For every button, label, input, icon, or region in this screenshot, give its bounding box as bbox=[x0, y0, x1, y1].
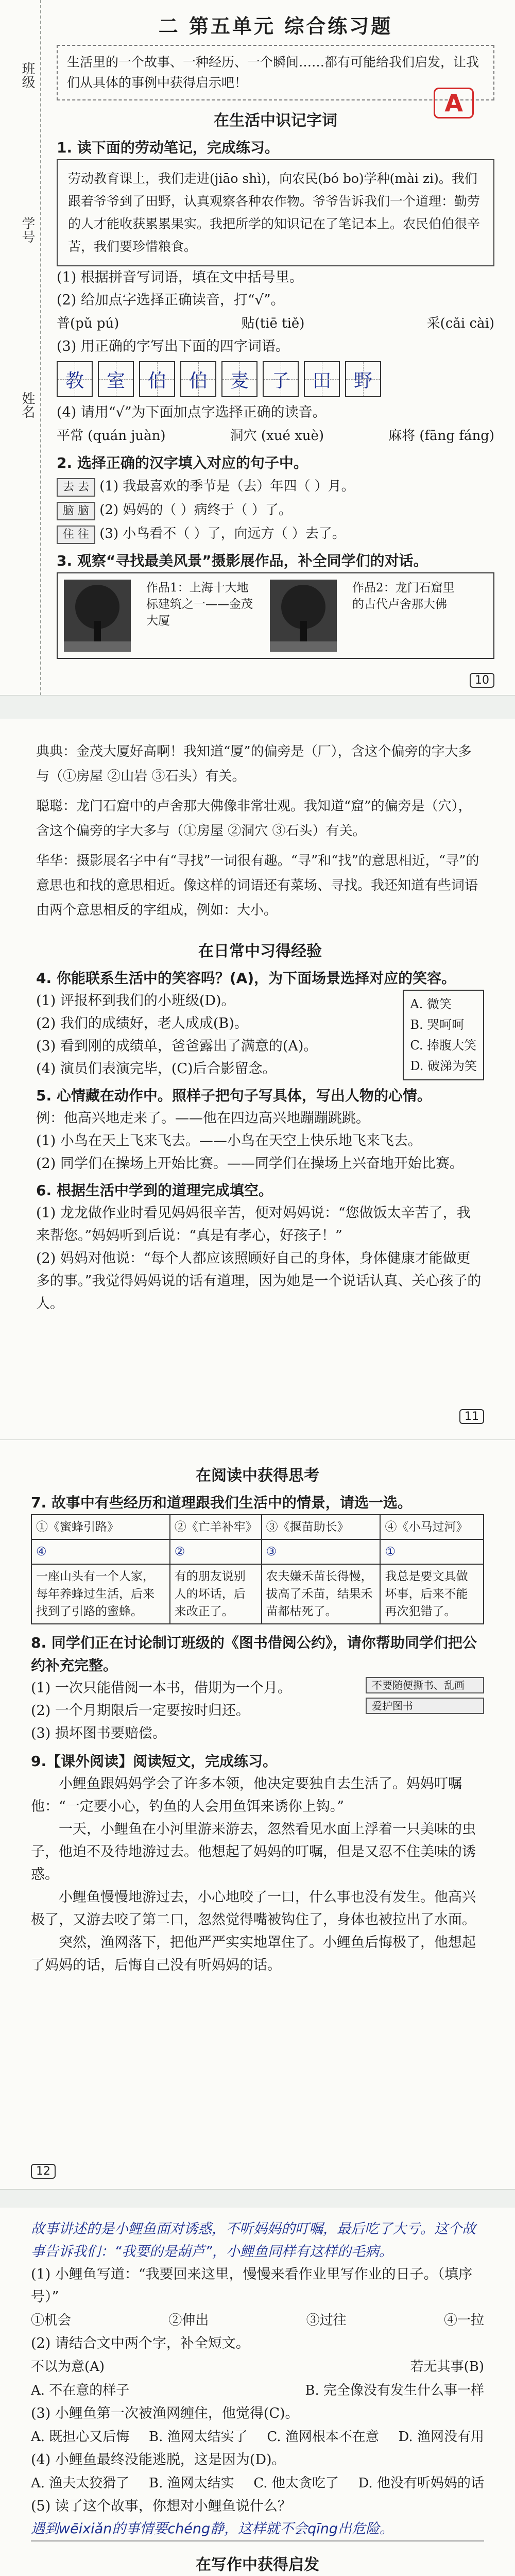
q4-item[interactable]: (4) 演员们表演完毕，(C)后合影留念。 bbox=[36, 1061, 277, 1077]
reading-word: 平常 bbox=[57, 428, 84, 444]
pinyin-choice-1[interactable]: 普(pǔ pú) bbox=[57, 316, 119, 331]
reading-word: 洞穴 bbox=[230, 428, 257, 444]
binding-field-name: 姓名 bbox=[20, 392, 35, 418]
q9-sub-5: (5) 读了这个故事，你想对小鲤鱼说什么？ bbox=[31, 2498, 291, 2514]
q9-3-option: D. 渔网没有用 bbox=[398, 2429, 484, 2445]
q9-option[interactable]: ①机会 bbox=[31, 2313, 72, 2328]
q9-sub-2: (2) 请结合文中两个字，补全短文。 bbox=[31, 2335, 250, 2351]
smile-option: B. 哭呵呵 bbox=[410, 1018, 465, 1032]
q9-3-option: A. 既担心又后悔 bbox=[31, 2429, 130, 2445]
page-number: 11 bbox=[459, 1409, 484, 1424]
speech-bubble: 爱护图书 bbox=[366, 1698, 484, 1714]
binding-field-number: 学号 bbox=[20, 216, 35, 243]
unit-title: 二 第五单元 综合练习题 bbox=[158, 15, 393, 38]
question-1-4: (4) 请用“√”为下面加点字选择正确的读音。 bbox=[57, 404, 327, 420]
smile-options-box bbox=[403, 990, 484, 1080]
photo-exhibition-poster bbox=[57, 572, 494, 659]
worksheet-page-4 bbox=[0, 2208, 515, 2576]
grid-cell[interactable]: 子 bbox=[263, 361, 299, 397]
q9-3-options-row bbox=[31, 2425, 484, 2449]
section-title-3: 在阅读中获得思考 bbox=[196, 1467, 319, 1485]
q9-4-option: A. 渔夫太狡猾了 bbox=[31, 2476, 130, 2491]
q9-4-option: C. 他太贪吃了 bbox=[253, 2476, 339, 2491]
q2-sentence[interactable]: (1) 我最喜欢的季节是（去）年四（ ）月。 bbox=[99, 479, 355, 494]
binding-field-class: 班级 bbox=[20, 62, 35, 89]
worksheet-page-1 bbox=[0, 0, 515, 696]
story-paragraph: 小鲤鱼跟妈妈学会了许多本领，他决定要独自去生活了。妈妈叮嘱他：“一定要小心，钓鱼的人会用鱼饵来诱你上钩。” bbox=[31, 1776, 462, 1815]
q9-option[interactable]: ③过往 bbox=[306, 2313, 347, 2328]
q2-row bbox=[57, 498, 494, 522]
q5-item[interactable]: (1) 小鸟在天上飞来飞去。——小鸟在天空上快乐地飞来飞去。 bbox=[36, 1133, 422, 1149]
question-4-title: 4. 你能联系生活中的笑容吗？(A)，为下面场景选择对应的笑容。 bbox=[36, 970, 456, 987]
q6-item[interactable]: (1) 龙龙做作业时看见妈妈很辛苦，便对妈妈说：“您做饭太辛苦了，我来帮您。”妈妈听到后说：“真是有孝心，好孩子！” bbox=[36, 1205, 471, 1244]
q5-example: 例：他高兴地走来了。——他在四边高兴地蹦蹦跳跳。 bbox=[36, 1110, 370, 1126]
story-header: ①《蜜蜂引路》 bbox=[31, 1515, 170, 1539]
story-header: ③《揠苗助长》 bbox=[262, 1515, 381, 1539]
question-1-2: (2) 给加点字选择正确读音，打“√”。 bbox=[57, 292, 285, 308]
question-5-title: 5. 心情藏在动作中。照样子把句子写具体，写出人物的心情。 bbox=[36, 1087, 432, 1104]
character-grid bbox=[57, 361, 386, 397]
q9-sub-1: (1) 小鲤鱼写道：“我要回来这里，慢慢来看作业里写作业的日子。（填序号）” bbox=[31, 2266, 473, 2305]
story-situation-cell: 农夫嫌禾苗长得慢，拔高了禾苗，结果禾苗都枯死了。 bbox=[262, 1564, 381, 1624]
grid-cell[interactable]: 教 bbox=[57, 361, 93, 397]
q9-3-option: C. 渔网根本不在意 bbox=[267, 2429, 379, 2445]
reading-word: 麻将 bbox=[388, 428, 416, 444]
grade-stamp: A bbox=[434, 88, 474, 118]
photo-buddha-image bbox=[270, 580, 337, 652]
reading-choice-row bbox=[57, 424, 494, 448]
question-1-title: 1. 读下面的劳动笔记，完成练习。 bbox=[57, 139, 279, 156]
page-4-content bbox=[31, 2218, 484, 2576]
question-6-title: 6. 根据生活中学到的道理完成填空。 bbox=[36, 1182, 273, 1199]
story-answer-cell[interactable]: ② bbox=[170, 1539, 262, 1564]
q9-2-item[interactable]: 不以为意(A) bbox=[31, 2359, 105, 2375]
story-header: ④《小马过河》 bbox=[380, 1515, 484, 1539]
story-header: ②《亡羊补牢》 bbox=[170, 1515, 262, 1539]
grid-cell[interactable]: 伯 bbox=[139, 361, 175, 397]
q4-item[interactable]: (2) 我们的成绩好，老人成成(B)。 bbox=[36, 1015, 248, 1031]
q4-item[interactable]: (3) 看到刚的成绩单，爸爸露出了满意的(A)。 bbox=[36, 1038, 318, 1054]
q9-handwritten-note[interactable]: 故事讲述的是小鲤鱼面对诱惑，不听妈妈的叮嘱，最后吃了大亏。这个故事告诉我们：“我要的是葫芦”，小鲤鱼同样有这样的毛病。 bbox=[31, 2221, 476, 2260]
char-pair-tag: 住 往 bbox=[57, 526, 95, 544]
worksheet-page-3 bbox=[0, 1440, 515, 2190]
q2-sentence[interactable]: (2) 妈妈的（ ）病终于（ ）了。 bbox=[99, 502, 292, 518]
reading-pinyin[interactable]: (fāng fáng) bbox=[419, 428, 494, 444]
question-3-title: 3. 观察“寻找最美风景”摄影展作品，补全同学们的对话。 bbox=[57, 552, 428, 569]
dialog-dian-dian[interactable]: 典典：金茂大厦好高啊！我知道“厦”的偏旁是（厂），含这个偏旁的字大多与（①房屋 ②山岩 ③石头）有关。 bbox=[36, 744, 472, 784]
q9-option[interactable]: ②伸出 bbox=[168, 2313, 209, 2328]
page-2-content bbox=[36, 739, 484, 1315]
question-9-title: 9.【课外阅读】阅读短文，完成练习。 bbox=[31, 1753, 278, 1770]
reading-pinyin[interactable]: (quán juàn) bbox=[88, 428, 166, 444]
page-number: 10 bbox=[470, 673, 494, 688]
q9-2-options-row bbox=[31, 2379, 484, 2402]
speech-bubble: 不要随便撕书、乱画 bbox=[366, 1677, 484, 1693]
q9-options-row bbox=[31, 2309, 484, 2332]
pinyin-choice-2[interactable]: 贴(tiē tiě) bbox=[241, 316, 305, 331]
work-2-caption: 作品2：龙门石窟里的古代卢舍那大佛 bbox=[352, 581, 455, 611]
q9-5-answer[interactable]: 遇到wēixiǎn的事情要chéng静，这样就不会qīng出危险。 bbox=[31, 2518, 484, 2541]
work-1-caption: 作品1：上海十大地标建筑之一——金茂大厦 bbox=[146, 581, 253, 628]
story-situation-cell: 一座山头有一个人家，每年养蜂过生活，后来找到了引路的蜜蜂。 bbox=[31, 1564, 170, 1624]
q2-sentence[interactable]: (3) 小鸟看不（ ）了，向远方（ ）去了。 bbox=[99, 526, 346, 541]
question-1-3: (3) 用正确的字写出下面的四字词语。 bbox=[57, 338, 289, 354]
q9-2-item[interactable]: 若无其事(B) bbox=[410, 2359, 484, 2375]
q9-3-option: B. 渔网太结实了 bbox=[149, 2429, 248, 2445]
q9-option[interactable]: ④一拉 bbox=[443, 2313, 484, 2328]
question-7-title: 7. 故事中有些经历和道理跟我们生活中的情景，请选一选。 bbox=[31, 1494, 412, 1511]
photo-jinmao-image bbox=[64, 580, 131, 652]
story-match-table bbox=[31, 1514, 484, 1624]
pinyin-choice-row bbox=[57, 312, 494, 335]
story-answer-cell[interactable]: ① bbox=[380, 1539, 484, 1564]
reading-choice-1 bbox=[57, 424, 166, 448]
q9-4-option: D. 他没有听妈妈的话 bbox=[358, 2476, 484, 2491]
reading-choice-3 bbox=[388, 424, 494, 448]
q9-2-option: B. 完全像没有发生什么事一样 bbox=[305, 2383, 484, 2398]
smile-option: A. 微笑 bbox=[410, 997, 452, 1011]
q8-rule[interactable]: (1) 一次只能借阅一本书，借期为一个月。 bbox=[31, 1680, 291, 1696]
section-title-4: 在写作中获得启发 bbox=[196, 2556, 319, 2574]
q4-item[interactable]: (1) 评报杯到我们的小班级(D)。 bbox=[36, 993, 235, 1009]
char-pair-tag: 脑 脑 bbox=[57, 502, 95, 520]
dialog-cong-cong[interactable]: 聪聪：龙门石窟中的卢舍那大佛像非常壮观。我知道“窟”的偏旁是（穴），含这个偏旁的字大多与（①房屋 ②洞穴 ③石头）有关。 bbox=[36, 799, 472, 839]
story-paragraph: 一天，小鲤鱼在小河里游来游去，忽然看见水面上浮着一只美味的虫子，他迫不及待地游过去。他想起了妈妈的叮嘱，但是又忍不住美味的诱惑。 bbox=[31, 1821, 476, 1883]
story-situation-cell: 有的朋友说别人的坏话，后来改正了。 bbox=[170, 1564, 262, 1624]
binding-margin bbox=[0, 0, 41, 696]
q9-4-options-row bbox=[31, 2471, 484, 2495]
labour-notes-passage: 劳动教育课上，我们走进(jiāo shì)，向农民(bó bo)学种(mài zi)。我们跟着爷爷到了田野，认真观察各种农作物。爷爷告诉我们一个道理：勤劳的人才能收获累累果实。我把所学的知识记在了笔记本上。农民伯伯很辛苦，我们要珍惜粮食。 bbox=[57, 159, 494, 266]
smile-option: C. 捧腹大笑 bbox=[410, 1038, 477, 1053]
reading-pinyin[interactable]: (xué xuè) bbox=[261, 428, 324, 444]
grid-cell[interactable]: 麦 bbox=[221, 361, 258, 397]
reading-choice-2 bbox=[230, 424, 324, 448]
story-answer-cell[interactable]: ④ bbox=[31, 1539, 170, 1564]
char-pair-tag: 去 去 bbox=[57, 478, 95, 497]
page-number: 12 bbox=[31, 2164, 56, 2179]
grid-cell[interactable]: 室 bbox=[98, 361, 134, 397]
section-title-1: 在生活中识记字词 bbox=[214, 112, 337, 130]
story-paragraph: 小鲤鱼慢慢地游过去，小心地咬了一口，什么事也没有发生。他高兴极了，又游去咬了第二口，忽然觉得嘴被钩住了，身体也被拉出了水面。 bbox=[31, 1889, 476, 1928]
smile-option: D. 破涕为笑 bbox=[410, 1059, 477, 1073]
q9-sub-4[interactable]: (4) 小鲤鱼最终没能逃脱，这是因为(D)。 bbox=[31, 2452, 286, 2468]
page-3-content bbox=[31, 1455, 484, 1977]
question-8-title: 8. 同学们正在讨论制订班级的《图书借阅公约》，请你帮助同学们把公约补充完整。 bbox=[31, 1634, 477, 1674]
q9-sub-3[interactable]: (3) 小鲤鱼第一次被渔网缠住，他觉得(C)。 bbox=[31, 2405, 299, 2421]
grid-cell[interactable]: 伯 bbox=[180, 361, 216, 397]
q8-rule[interactable]: (2) 一个月期限后一定要按时归还。 bbox=[31, 1703, 250, 1719]
q8-rule[interactable]: (3) 损坏图书要赔偿。 bbox=[31, 1725, 166, 1741]
worksheet-page-2 bbox=[0, 719, 515, 1440]
section-title-2: 在日常中习得经验 bbox=[198, 942, 322, 960]
q2-row bbox=[57, 522, 494, 546]
q9-2-row bbox=[31, 2355, 484, 2379]
grid-cell[interactable]: 野 bbox=[345, 361, 381, 397]
story-answer-cell[interactable]: ③ bbox=[262, 1539, 381, 1564]
pinyin-choice-3[interactable]: 采(cǎi cài) bbox=[426, 316, 494, 331]
q9-2-option: A. 不在意的样子 bbox=[31, 2383, 130, 2398]
grid-cell[interactable]: 田 bbox=[304, 361, 340, 397]
q6-item[interactable]: (2) 妈妈对他说：“每个人都应该照顾好自己的身体，身体健康才能做更多的事。”我觉得妈妈说的话有道理，因为她是一个说话认真、关心孩子的人。 bbox=[36, 1250, 482, 1312]
q2-row bbox=[57, 474, 494, 498]
question-1-1: (1) 根据拼音写词语，填在文中括号里。 bbox=[57, 269, 303, 285]
q5-item[interactable]: (2) 同学们在操场上开始比赛。——同学们在操场上兴奋地开始比赛。 bbox=[36, 1156, 464, 1172]
story-paragraph: 突然，渔网落下，把他严严实实地罩住了。小鲤鱼后悔极了，他想起了妈妈的话，后悔自己没有听妈妈的话。 bbox=[31, 1935, 476, 1973]
story-situation-cell: 我总是要文具做坏事，后来不能再次犯错了。 bbox=[380, 1564, 484, 1624]
intro-box: 生活里的一个故事、一种经历、一个瞬间……都有可能给我们启发，让我们从具体的事例中获得启示吧！ bbox=[57, 45, 494, 100]
dialog-hua-hua[interactable]: 华华：摄影展名字中有“寻找”一词很有趣。“寻”和“找”的意思相近，“寻”的意思也和找的意思相近。像这样的词语还有菜场、寻找。我还知道有些词语由两个意思相反的字组成，例如：大小。 bbox=[36, 853, 479, 918]
page-1-content bbox=[57, 10, 494, 659]
q9-4-option: B. 渔网太结实 bbox=[149, 2476, 234, 2491]
library-scene-illustration bbox=[366, 1677, 484, 1745]
question-2-title: 2. 选择正确的汉字填入对应的句子中。 bbox=[57, 454, 308, 471]
